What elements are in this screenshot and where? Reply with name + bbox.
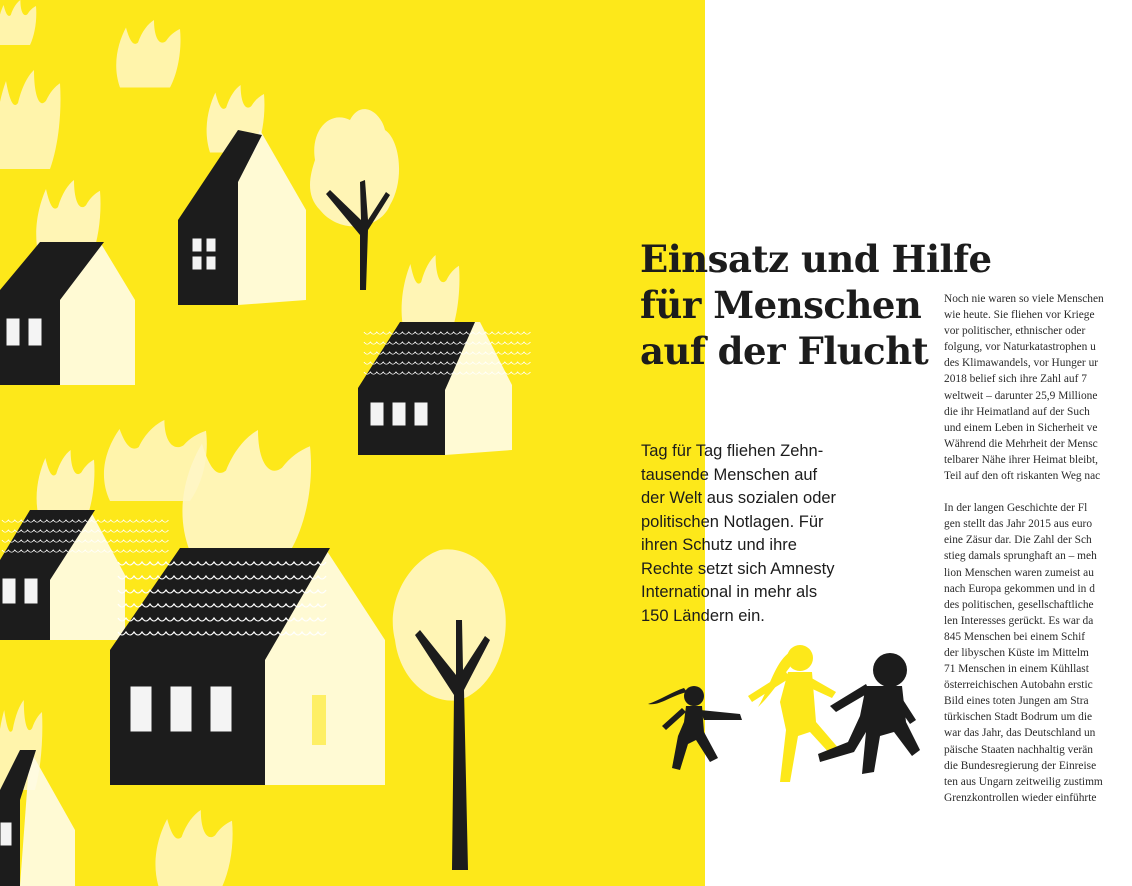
headline-line-3: auf der Flucht [640, 329, 929, 373]
body-line: ten aus Ungarn zeitweilig zustimm [944, 775, 1103, 788]
lead-line: ihren Schutz und ihre [641, 536, 797, 554]
body-line: weltweit – darunter 25,9 Millione [944, 389, 1098, 402]
fleeing-people-silhouettes [640, 632, 920, 800]
body-line: In der langen Geschichte der Fl [944, 502, 1088, 515]
woman-silhouette [748, 645, 840, 782]
man-silhouette [818, 653, 920, 774]
body-line: war das Jahr, das Deutschland un [944, 727, 1096, 740]
body-line: Während die Mehrheit der Mensc [944, 437, 1098, 450]
body-line: des politischen, gesellschaftliche [944, 598, 1094, 611]
body-line: 845 Menschen bei einem Schif [944, 630, 1086, 643]
lead-line: der Welt aus sozialen oder [641, 489, 837, 507]
body-line: die Bundesregierung der Einreise [944, 759, 1097, 772]
body-line: österreichischen Autobahn erstic [944, 679, 1093, 692]
lead-line: tausende Menschen auf [641, 465, 818, 484]
lead-line: Rechte setzt sich Amnesty [641, 559, 835, 578]
body-line: len Interesses gerückt. Es war da [944, 614, 1094, 627]
body-line: wie heute. Sie fliehen vor Kriege [944, 309, 1095, 322]
body-paragraph-1 [944, 291, 1132, 484]
body-line: des Klimawandels, vor Hunger ur [944, 357, 1099, 370]
body-line: vor politischer, ethnischer oder [944, 325, 1086, 338]
body-line: nach Europa gekommen und in d [944, 582, 1095, 595]
child-silhouette [648, 686, 742, 770]
body-line: 71 Menschen in einem Kühllast [944, 663, 1089, 676]
body-line: telbarer Nähe ihrer Heimat bleibt, [944, 453, 1099, 466]
body-line: die ihr Heimatland auf der Such [944, 405, 1090, 418]
body-paragraph-2 [944, 500, 1132, 806]
body-text-column [944, 291, 1132, 821]
body-line: stieg damals sprunghaft an – meh [944, 550, 1097, 563]
body-line: der libyschen Küste im Mittelm [944, 646, 1089, 659]
body-line: lion Menschen waren zumeist au [944, 566, 1094, 579]
lead-line: International in mehr als [641, 583, 818, 601]
lead-line: politischen Notlagen. Für [641, 512, 824, 531]
body-line: Bild eines toten Jungen am Stra [944, 695, 1089, 708]
body-line: Noch nie waren so viele Menschen [944, 293, 1104, 305]
headline-line-2: für Menschen [640, 283, 922, 327]
body-line: Grenzkontrollen wieder einführte [944, 791, 1097, 804]
lead-line: Tag für Tag fliehen Zehn- [641, 442, 824, 460]
body-line: folgung, vor Naturkatastrophen u [944, 341, 1096, 354]
body-line: päische Staaten nachhaltig verän [944, 743, 1093, 756]
lead-line: 150 Ländern ein. [641, 606, 765, 625]
headline-line-1: Einsatz und Hilfe [640, 237, 992, 281]
body-line: 2018 belief sich ihre Zahl auf 7 [944, 373, 1087, 386]
body-line: und einem Leben in Sicherheit ve [944, 421, 1098, 434]
body-line: gen stellt das Jahr 2015 aus euro [944, 518, 1093, 531]
body-line: türkischen Stadt Bodrum um die [944, 711, 1093, 724]
body-line: Teil auf den oft riskanten Weg nac [944, 470, 1101, 483]
lead-paragraph [641, 440, 846, 628]
body-line: eine Zäsur dar. Die Zahl der Sch [944, 534, 1092, 547]
